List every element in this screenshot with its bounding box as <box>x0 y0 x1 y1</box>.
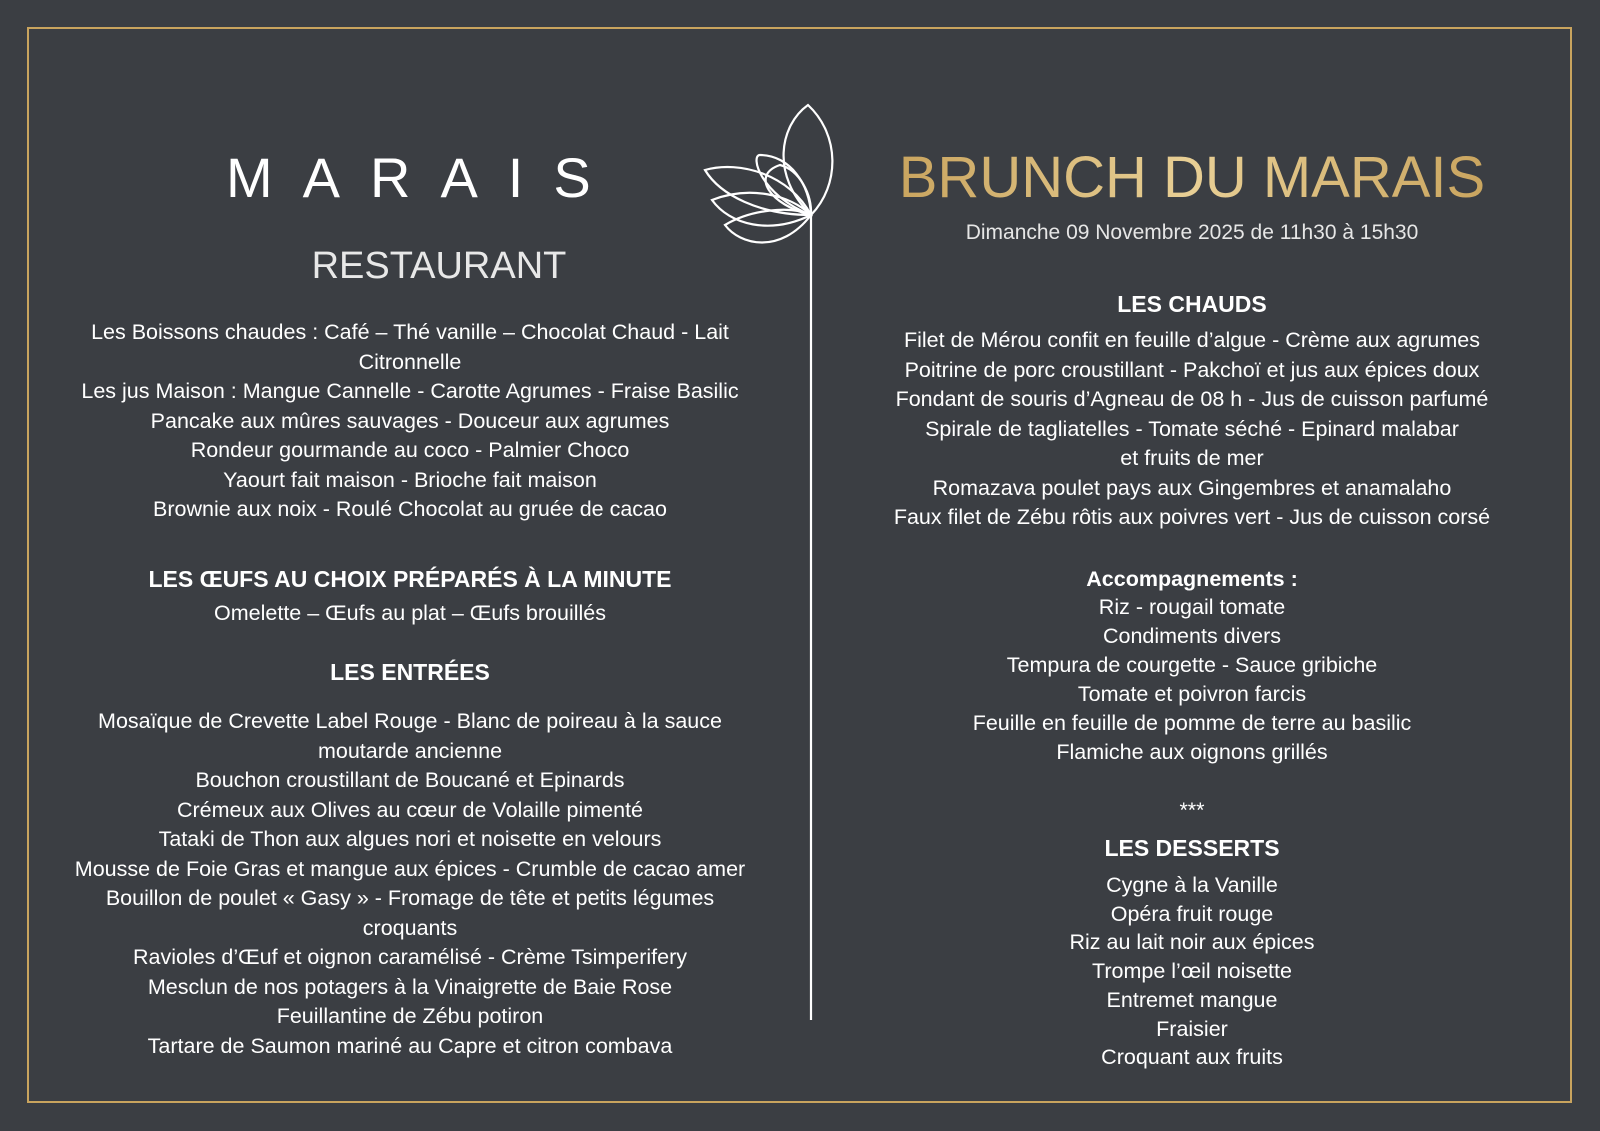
menu-item: Faux filet de Zébu rôtis aux poivres vert - Jus de cuisson corsé <box>893 505 1491 529</box>
menu-item: croquants <box>362 915 458 940</box>
menu-item: Mosaïque de Crevette Label Rouge - Blanc de poireau à la sauce <box>98 709 722 733</box>
desserts-list <box>842 871 1542 1072</box>
menu-item: moutarde ancienne <box>317 738 503 763</box>
menu-item: Riz au lait noir aux épices <box>1069 930 1315 955</box>
menu-item: Brownie aux noix - Roulé Chocolat au gruée de cacao <box>153 497 667 521</box>
menu-item: Spirale de tagliatelles - Tomate séché - Epinard malabar <box>925 416 1459 441</box>
menu-item: Fondant de souris d’Agneau de 08 h - Jus de cuisson parfumé <box>895 387 1489 411</box>
brand-subtitle: RESTAURANT <box>311 245 567 287</box>
menu-item: Tomate et poivron farcis <box>1077 682 1307 706</box>
entrees-list <box>30 707 790 1061</box>
eggs-heading: LES ŒUFS AU CHOIX PRÉPARÉS À LA MINUTE <box>148 566 672 592</box>
eggs-options: Omelette – Œufs au plat – Œufs brouillés <box>214 601 606 625</box>
brand-name: MARAIS <box>226 146 621 209</box>
menu-item: et fruits de mer <box>1120 446 1264 470</box>
menu-item: Les Boissons chaudes : Café – Thé vanille – Chocolat Chaud - Lait <box>91 320 729 344</box>
chauds-list <box>842 326 1542 533</box>
menu-item: Mousse de Foie Gras et mangue aux épices - Crumble de cacao amer <box>74 856 746 881</box>
accompagnements-heading: Accompagnements : <box>1086 567 1298 591</box>
menu-item: Poitrine de porc croustillant - Pakchoï et jus aux épices doux <box>904 357 1480 382</box>
menu-item: Entremet mangue <box>1106 987 1278 1012</box>
chauds-heading: LES CHAUDS <box>1117 291 1267 317</box>
desserts-heading: LES DESSERTS <box>1104 835 1280 861</box>
event-title: BRUNCH DU MARAIS <box>892 146 1492 210</box>
menu-item: Yaourt fait maison - Brioche fait maison <box>223 467 597 492</box>
intro-list <box>30 318 790 525</box>
menu-item: Fraisier <box>1156 1016 1228 1041</box>
menu-item: Rondeur gourmande au coco - Palmier Choco <box>190 438 630 462</box>
menu-item: Tempura de courgette - Sauce gribiche <box>1006 653 1378 677</box>
menu-item: Croquant aux fruits <box>1101 1045 1283 1070</box>
event-date: Dimanche 09 Novembre 2025 de 11h30 à 15h30 <box>965 221 1419 244</box>
menu-item: Condiments divers <box>1102 624 1282 648</box>
menu-item: Filet de Mérou confit en feuille d’algue - Crème aux agrumes <box>903 328 1480 352</box>
separator: *** <box>1179 798 1205 822</box>
menu-item: Pancake aux mûres sauvages - Douceur aux agrumes <box>150 408 670 433</box>
menu-item: Feuillantine de Zébu potiron <box>276 1004 544 1028</box>
menu-item: Romazava poulet pays aux Gingembres et anamalaho <box>932 475 1452 500</box>
menu-item: Feuille en feuille de pomme de terre au basilic <box>972 711 1412 735</box>
accompagnements-list <box>842 593 1542 767</box>
menu-item: Ravioles d’Œuf et oignon caramélisé - Crème Tsimperifery <box>132 945 688 969</box>
menu-item: Cygne à la Vanille <box>1106 873 1278 897</box>
menu-item: Mesclun de nos potagers à la Vinaigrette de Baie Rose <box>147 974 673 999</box>
menu-item: Les jus Maison : Mangue Cannelle - Carotte Agrumes - Fraise Basilic <box>81 379 739 403</box>
menu-item: Riz - rougail tomate <box>1098 595 1286 619</box>
menu-item: Trompe l’œil noisette <box>1092 959 1292 984</box>
menu-item: Opéra fruit rouge <box>1110 901 1274 926</box>
menu-item: Tartare de Saumon mariné au Capre et citron combava <box>147 1033 673 1058</box>
menu-item: Citronnelle <box>358 349 462 374</box>
menu-item: Crémeux aux Olives au cœur de Volaille pimenté <box>176 797 644 822</box>
entrees-heading: LES ENTRÉES <box>330 659 490 685</box>
menu-item: Bouillon de poulet « Gasy » - Fromage de tête et petits légumes <box>105 886 715 910</box>
menu-item: Bouchon croustillant de Boucané et Epinards <box>195 768 625 792</box>
menu-item: Tataki de Thon aux algues nori et noisette en velours <box>158 827 662 851</box>
menu-item: Flamiche aux oignons grillés <box>1056 740 1328 764</box>
